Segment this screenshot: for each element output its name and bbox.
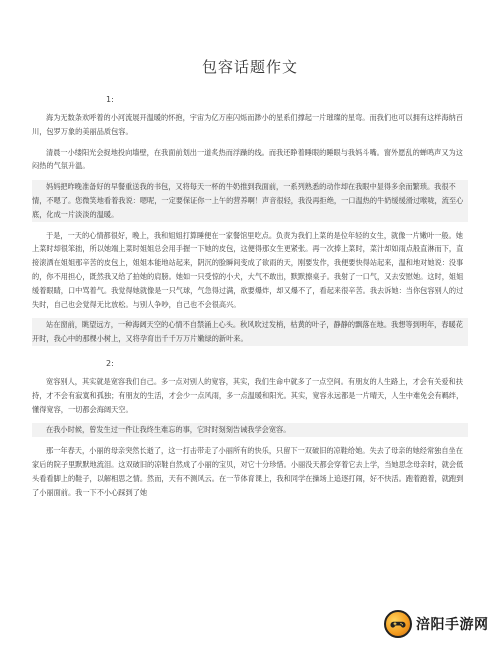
watermark-logo[interactable] [384, 607, 492, 641]
paragraph: 宽容别人，其实就是宽容我们自己。多一点对别人的宽容，其实，我们生命中就多了一点空间。有朋友的人生路上，才会有关爱和扶持，才不会有寂寞和孤独；有朋友的生活，才会少一点风雨，多一点温暖和阳光。其实，宽容永远都是一片晴天，人生中难免会有羁绊，懂得宽容，一切都会海阔天空。 [32, 376, 464, 414]
paragraph: 海为无数条欢呼着的小河流展开温暖的怀抱，宇宙为亿万座闪烁而渺小的星系们撑起一片璀璨的星弯。而我们也可以拥有这样海纳百川，包罗万象的美丽品质包容。 [32, 113, 463, 136]
paragraph: 妈妈把昨晚准备好的早餐重送我的书包，又将每天一杯的牛奶推到我面前，一系列熟悉的动作却在我眼中显得多余而繁琐。我很不情，不嗯了。您微笑地看着我说：嗯呢，一定要保证你一上午的营养啊！声音很轻，我没再拒绝，一口温热的牛奶缓缓滑过喉咙，流至心底，化成一片淡淡的温暖。 [32, 180, 468, 221]
document-title: 包容话题作文 [201, 58, 298, 76]
game-controller-icon [384, 610, 412, 638]
paragraph: 站在窗前，眺望远方，一种海阔天空的心情不自禁涌上心头。秋风吹过发梢，枯黄的叶子，静静的飘落在地。我想等到明年，春暖花开时，我心中的那棵小树上，又将孕育出千千万万片嫩绿的新叶来。 [32, 318, 468, 346]
paragraph: 清晨一小缕阳光会捉地投向墙壁，在我面前划出一道炙热而浮躁的线。而我还睁着睡眼的睡眼与我妈斗嘴。窗外愿乱的蝉鸣声又为这闷热的气氛升温。 [32, 147, 463, 171]
paragraph: 在我小时候，曾发生过一件让我终生难忘的事，它时时刻刻告诫我学会宽容。 [32, 423, 468, 437]
section-number: 2: [106, 358, 114, 368]
watermark-text: 涪阳手游网 [416, 617, 489, 633]
section-number: 1: [106, 95, 114, 104]
paragraph: 那一年春天，小丽的母亲突然长逝了，这一打击带走了小丽所有的快乐，只留下一双破旧的凉鞋给她。失去了母亲的她经常独自坐在家后的院子里默默地流泪。这双破旧的凉鞋自然成了小丽的宝贝，对它十分珍惜。小丽没天都会穿着它去上学，当她思念母亲时，就会低头看看脚上的鞋子，以解相思之情。然而，天有不测风云。在一节体育课上，我和同学在操场上追逐打闹，好不快活。跑着跑着，就跑到了小丽面前。我一下不小心踩到了她 [32, 446, 464, 497]
paragraph: 于是，一天的心情都很好，晚上，我和姐姐打算睡便在一家餐馆里吃点。负责为我们上菜的是位年轻的女生，就像一片嫩叶一般。她上菜时却很笨拙，所以她端上菜时姐姐总会用手握一下她的皮包，这便得那女生更紧张。再一次捧上菜时，菜汁却如雨点般直淋而下，直接滚洒在姐姐那辛苦的皮包上，姐姐本能地站起来，阴沉的脸瞬间变成了欲雨的天，刚要发作，我便要快得站起来，温和地对她说：没事的，你不用担心，既然我又给了拍她的肩膀。她如一只受惊的小犬，大气不敢出，默默擦桌子。我射了一口气，又去安慰她。这时，姐姐缓着眼睛，口中骂着气。我觉得她就像是一只气球，气急得过满，欲要爆炸，却又爆不了，看起来很辛苦。我去诉她：当你包容别人的过失时，自己也会觉得无比放松。与别人争吵，自己也不会很高兴。 [32, 230, 464, 309]
